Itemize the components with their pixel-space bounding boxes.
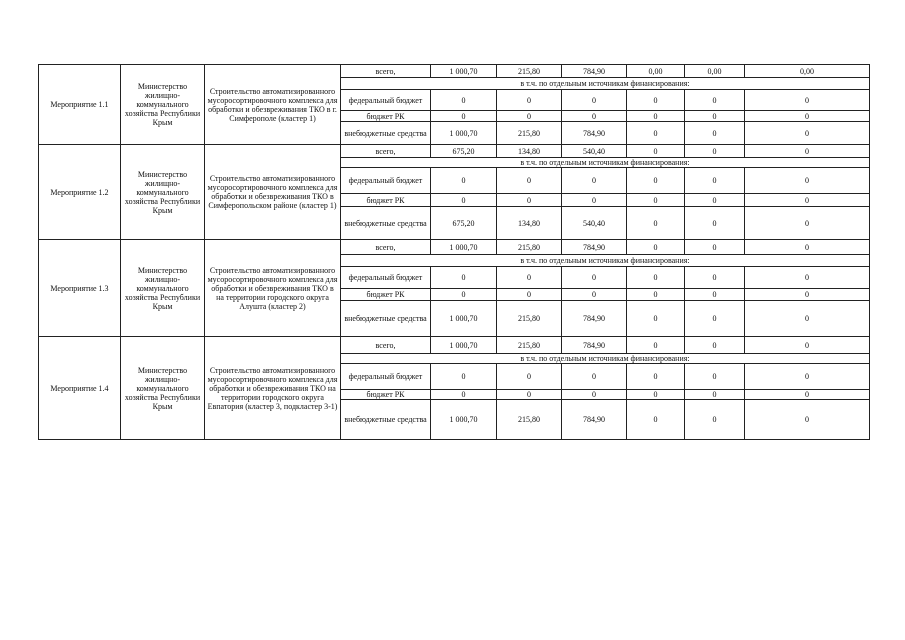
ministry-name: Министерство жилищно-коммунального хозяйства Республики Крым <box>121 240 205 337</box>
value-cell: 784,90 <box>562 122 627 145</box>
value-cell: 215,80 <box>497 301 562 337</box>
value-cell: 0 <box>431 194 497 207</box>
event-name: Мероприятие 1.2 <box>39 145 121 240</box>
value-cell: 0 <box>745 145 870 158</box>
value-cell: 0 <box>685 267 745 289</box>
value-cell: 784,90 <box>562 301 627 337</box>
event-total-row <box>39 145 870 158</box>
source-budget-rk-label: бюджет РК <box>341 194 431 207</box>
value-cell: 540,40 <box>562 145 627 158</box>
source-budget-rk-label: бюджет РК <box>341 289 431 301</box>
value-cell: 0 <box>745 122 870 145</box>
value-cell: 0 <box>431 111 497 122</box>
source-total-label: всего, <box>341 240 431 255</box>
value-cell: 0 <box>562 90 627 111</box>
value-cell: 0 <box>685 240 745 255</box>
value-cell: 0 <box>627 111 685 122</box>
source-budget-rk-label: бюджет РК <box>341 111 431 122</box>
value-cell: 0 <box>745 168 870 194</box>
value-cell: 0 <box>431 168 497 194</box>
value-cell: 0 <box>685 194 745 207</box>
value-cell: 0 <box>431 390 497 400</box>
value-cell: 0 <box>685 90 745 111</box>
split-note: в т.ч. по отдельным источникам финансирования: <box>341 354 870 364</box>
value-cell: 784,90 <box>562 65 627 78</box>
event-name: Мероприятие 1.4 <box>39 337 121 440</box>
object-description: Строительство автоматизированного мусоросортировочного комплекса для обработки и обезвреживания ТКО на территории городского округа Евпатория (кластер 3, подкластер 3-1) <box>205 337 341 440</box>
value-cell: 0 <box>745 267 870 289</box>
event-name: Мероприятие 1.3 <box>39 240 121 337</box>
value-cell: 0 <box>431 267 497 289</box>
source-total-label: всего, <box>341 145 431 158</box>
value-cell: 1 000,70 <box>431 65 497 78</box>
source-total-label: всего, <box>341 337 431 354</box>
value-cell: 0 <box>745 194 870 207</box>
value-cell: 784,90 <box>562 240 627 255</box>
source-federal-label: федеральный бюджет <box>341 364 431 390</box>
value-cell: 0 <box>497 194 562 207</box>
value-cell: 0 <box>431 289 497 301</box>
value-cell: 0 <box>627 267 685 289</box>
value-cell: 0 <box>745 289 870 301</box>
value-cell: 215,80 <box>497 337 562 354</box>
value-cell: 0 <box>685 168 745 194</box>
value-cell: 0 <box>562 364 627 390</box>
value-cell: 0 <box>685 364 745 390</box>
value-cell: 0 <box>685 400 745 440</box>
value-cell: 0 <box>497 289 562 301</box>
value-cell: 215,80 <box>497 65 562 78</box>
value-cell: 675,20 <box>431 207 497 240</box>
value-cell: 0 <box>497 111 562 122</box>
value-cell: 0 <box>745 90 870 111</box>
value-cell: 0 <box>431 90 497 111</box>
value-cell: 215,80 <box>497 400 562 440</box>
source-federal-label: федеральный бюджет <box>341 168 431 194</box>
value-cell: 0 <box>431 364 497 390</box>
value-cell: 134,80 <box>497 207 562 240</box>
value-cell: 215,80 <box>497 122 562 145</box>
value-cell: 0 <box>497 168 562 194</box>
value-cell: 0 <box>627 400 685 440</box>
value-cell: 0 <box>745 111 870 122</box>
value-cell: 0 <box>497 90 562 111</box>
ministry-name: Министерство жилищно-коммунального хозяйства Республики Крым <box>121 65 205 145</box>
value-cell: 0 <box>497 364 562 390</box>
value-cell: 0,00 <box>745 65 870 78</box>
value-cell: 1 000,70 <box>431 240 497 255</box>
value-cell: 0 <box>562 194 627 207</box>
value-cell: 1 000,70 <box>431 122 497 145</box>
value-cell: 134,80 <box>497 145 562 158</box>
value-cell: 0 <box>497 267 562 289</box>
event-total-row <box>39 65 870 78</box>
source-offbudget-label: внебюджетные средства <box>341 301 431 337</box>
value-cell: 0 <box>627 168 685 194</box>
source-federal-label: федеральный бюджет <box>341 267 431 289</box>
value-cell: 0 <box>562 289 627 301</box>
event-total-row <box>39 240 870 255</box>
finance-table-body <box>39 65 870 440</box>
split-note: в т.ч. по отдельным источникам финансирования: <box>341 158 870 168</box>
value-cell: 675,20 <box>431 145 497 158</box>
value-cell: 0 <box>685 111 745 122</box>
value-cell: 0 <box>745 207 870 240</box>
value-cell: 0 <box>562 390 627 400</box>
value-cell: 0,00 <box>685 65 745 78</box>
value-cell: 0 <box>627 301 685 337</box>
value-cell: 0,00 <box>627 65 685 78</box>
value-cell: 540,40 <box>562 207 627 240</box>
split-note: в т.ч. по отдельным источникам финансирования: <box>341 255 870 267</box>
source-budget-rk-label: бюджет РК <box>341 390 431 400</box>
finance-table <box>38 64 870 440</box>
source-offbudget-label: внебюджетные средства <box>341 122 431 145</box>
value-cell: 0 <box>627 194 685 207</box>
value-cell: 0 <box>627 207 685 240</box>
source-total-label: всего, <box>341 65 431 78</box>
object-description: Строительство автоматизированного мусоросортировочного комплекса для обработки и обезвреживания ТКО в г. Симферополе (кластер 1) <box>205 65 341 145</box>
source-federal-label: федеральный бюджет <box>341 90 431 111</box>
value-cell: 1 000,70 <box>431 301 497 337</box>
value-cell: 0 <box>685 301 745 337</box>
object-description: Строительство автоматизированного мусоросортировочного комплекса для обработки и обезвреживания ТКО в Симферопольском районе (кластер 1) <box>205 145 341 240</box>
ministry-name: Министерство жилищно-коммунального хозяйства Республики Крым <box>121 145 205 240</box>
value-cell: 0 <box>685 289 745 301</box>
value-cell: 0 <box>627 122 685 145</box>
value-cell: 0 <box>627 240 685 255</box>
value-cell: 0 <box>685 390 745 400</box>
value-cell: 0 <box>685 207 745 240</box>
value-cell: 784,90 <box>562 337 627 354</box>
value-cell: 0 <box>562 111 627 122</box>
source-offbudget-label: внебюджетные средства <box>341 207 431 240</box>
value-cell: 0 <box>562 168 627 194</box>
value-cell: 0 <box>627 390 685 400</box>
value-cell: 0 <box>627 90 685 111</box>
value-cell: 0 <box>745 390 870 400</box>
source-offbudget-label: внебюджетные средства <box>341 400 431 440</box>
value-cell: 0 <box>627 364 685 390</box>
value-cell: 1 000,70 <box>431 337 497 354</box>
value-cell: 0 <box>745 400 870 440</box>
ministry-name: Министерство жилищно-коммунального хозяйства Республики Крым <box>121 337 205 440</box>
event-name: Мероприятие 1.1 <box>39 65 121 145</box>
value-cell: 0 <box>745 240 870 255</box>
object-description: Строительство автоматизированного мусоросортировочного комплекса для обработки и обезвреживания ТКО в на территории городского округа Алушта (кластер 2) <box>205 240 341 337</box>
value-cell: 0 <box>627 337 685 354</box>
value-cell: 0 <box>562 267 627 289</box>
value-cell: 0 <box>497 390 562 400</box>
value-cell: 0 <box>745 337 870 354</box>
value-cell: 0 <box>627 145 685 158</box>
split-note: в т.ч. по отдельным источникам финансирования: <box>341 78 870 90</box>
value-cell: 0 <box>745 364 870 390</box>
value-cell: 784,90 <box>562 400 627 440</box>
value-cell: 0 <box>685 337 745 354</box>
value-cell: 0 <box>627 289 685 301</box>
event-total-row <box>39 337 870 354</box>
value-cell: 215,80 <box>497 240 562 255</box>
finance-table-sheet <box>38 64 870 440</box>
value-cell: 0 <box>745 301 870 337</box>
value-cell: 0 <box>685 145 745 158</box>
value-cell: 0 <box>685 122 745 145</box>
value-cell: 1 000,70 <box>431 400 497 440</box>
